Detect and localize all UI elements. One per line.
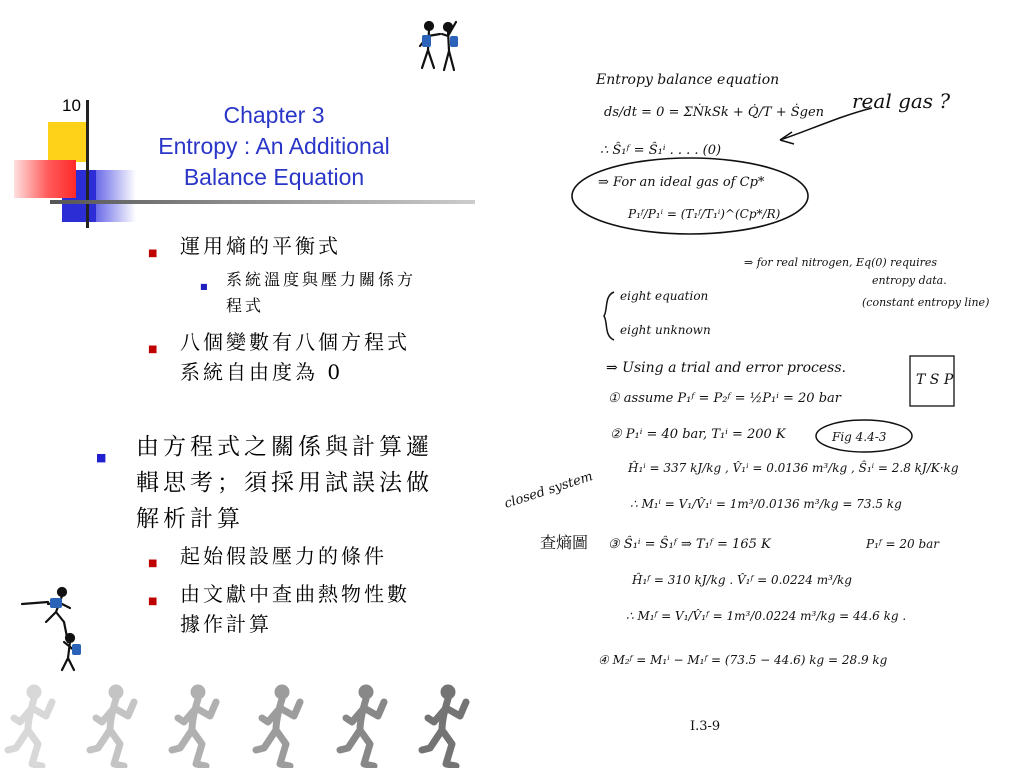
note-step-3: ③ Ŝ₁ⁱ = Ŝ₁ᶠ ⇒ T₁ᶠ = 165 K (608, 537, 771, 552)
main-sub-1 (148, 542, 448, 570)
decor-vertical-line (86, 100, 89, 228)
bullet-marker: ■ (148, 248, 161, 259)
walker-figure-2 (90, 685, 134, 766)
slide-title (140, 100, 408, 193)
bullet-marker: ■ (148, 596, 161, 607)
main-sub-2-line-1: 由文獻中查曲熱物性數 (180, 582, 410, 606)
note-eight-unknown: eight unknown (620, 323, 711, 337)
note-fig-ref: Fig 4.4-3 (832, 430, 887, 444)
main-sub-1-text: 起始假設壓力的條件 (180, 544, 387, 568)
bullet-marker: ■ (200, 282, 211, 291)
walker-figure-5 (340, 685, 384, 766)
note-p-ratio: P₁ᶠ/P₁ⁱ = (T₁ᶠ/T₁ⁱ)^(Cp*/R) (628, 207, 781, 221)
note-mass-1: ∴ M₁ⁱ = V₁/V̂₁ⁱ = 1m³/0.0136 m³/kg = 73.5 kg (630, 497, 902, 511)
note-trial-error: ⇒ Using a trial and error process. (606, 360, 846, 376)
decor-blue-fade (96, 170, 136, 222)
note-step-2: ② P₁ⁱ = 40 bar, T₁ⁱ = 200 K (610, 427, 786, 442)
note-enthalpy-1: Ĥ₁ⁱ = 337 kJ/kg , V̂₁ⁱ = 0.0136 m³/kg , Ŝ₁ⁱ = 2.8 kJ/K·kg (628, 461, 959, 475)
title-line-2: Entropy : An Additional (158, 133, 390, 159)
title-line-3: Balance Equation (183, 164, 365, 190)
note-step-1: ① assume P₁ᶠ = P₂ᶠ = ½P₁ⁱ = 20 bar (608, 391, 841, 406)
walker-figure-1 (8, 685, 52, 766)
note-real-gas: real gas ? (852, 89, 951, 113)
note-closed-system: closed system (502, 469, 595, 512)
main-sub-2 (148, 580, 448, 640)
handwritten-notes (480, 0, 1024, 768)
bullet-marker: ■ (96, 451, 111, 464)
slide-number: 10 (62, 96, 81, 115)
main-bullet-line-2: 輯思考；須採用試誤法做 (136, 470, 433, 496)
note-ellipse (572, 158, 808, 234)
bullet-1-text: 運用熵的平衡式 (180, 234, 341, 258)
bullet-1-sub-1 (200, 268, 460, 316)
note-eight-equation: eight equation (620, 289, 709, 303)
main-bullet-line-3: 解析計算 (136, 506, 244, 532)
main-bullet-line-1: 由方程式之關係與計算邏 (136, 434, 433, 460)
note-ts-letters: T S P (916, 372, 954, 388)
note-enthalpy-2: Ĥ₁ᶠ = 310 kJ/kg . V̂₁ᶠ = 0.0224 m³/kg (632, 573, 852, 587)
note-constant-entropy: (constant entropy line) (862, 296, 990, 309)
main-sub-2-line-2: 據作計算 (180, 612, 272, 636)
note-ideal-gas: ⇒ For an ideal gas of Cp* (598, 175, 765, 190)
bullet-marker: ■ (148, 344, 161, 355)
note-entropy-balance: Entropy balance equation (596, 72, 780, 88)
bullet-2-line-2: 系統自由度為 0 (180, 360, 344, 384)
note-page-ref: I.3-9 (690, 719, 721, 734)
bullet-2 (148, 328, 448, 388)
bullet-1-sub-1-line-1: 系統溫度與壓力關係方 (226, 270, 417, 289)
walker-figure-3 (172, 685, 216, 766)
bullet-1 (148, 232, 448, 260)
walker-figure-4 (256, 685, 300, 766)
note-entropy-data: entropy data. (872, 274, 947, 287)
decor-yellow-square (48, 122, 88, 162)
decor-red-square (14, 160, 76, 198)
note-s-equal: ∴ Ŝ₁ᶠ = Ŝ₁ⁱ . . . . (0) (600, 143, 722, 158)
note-p-final: P₁ᶠ = 20 bar (866, 537, 940, 551)
title-divider (50, 200, 475, 204)
note-step-4: ④ M₂ᶠ = M₁ⁱ − M₁ᶠ = (73.5 − 44.6) kg = 28.9 kg (598, 653, 888, 667)
main-bullet (96, 430, 466, 540)
note-chinese-lookup: 查熵圖 (540, 533, 589, 552)
note-ds-dt: ds/dt = 0 = ΣṄkSk + Q̇/T + Ṡgen (604, 105, 825, 120)
climbers-icon (414, 18, 462, 78)
walking-figures-row (0, 672, 480, 768)
note-mass-2: ∴ M₁ᶠ = V₁/V̂₁ᶠ = 1m³/0.0224 m³/kg = 44.6 kg . (626, 609, 907, 623)
rope-climbers-icon (18, 582, 84, 674)
walker-figure-6 (422, 685, 466, 766)
title-line-1: Chapter 3 (223, 102, 325, 128)
bullet-2-line-1: 八個變數有八個方程式 (180, 330, 410, 354)
bullet-marker: ■ (148, 558, 161, 569)
note-real-nitrogen: ⇒ for real nitrogen, Eq(0) requires (744, 256, 938, 269)
bullet-1-sub-1-line-2: 程式 (226, 296, 265, 315)
note-brace (604, 292, 614, 340)
